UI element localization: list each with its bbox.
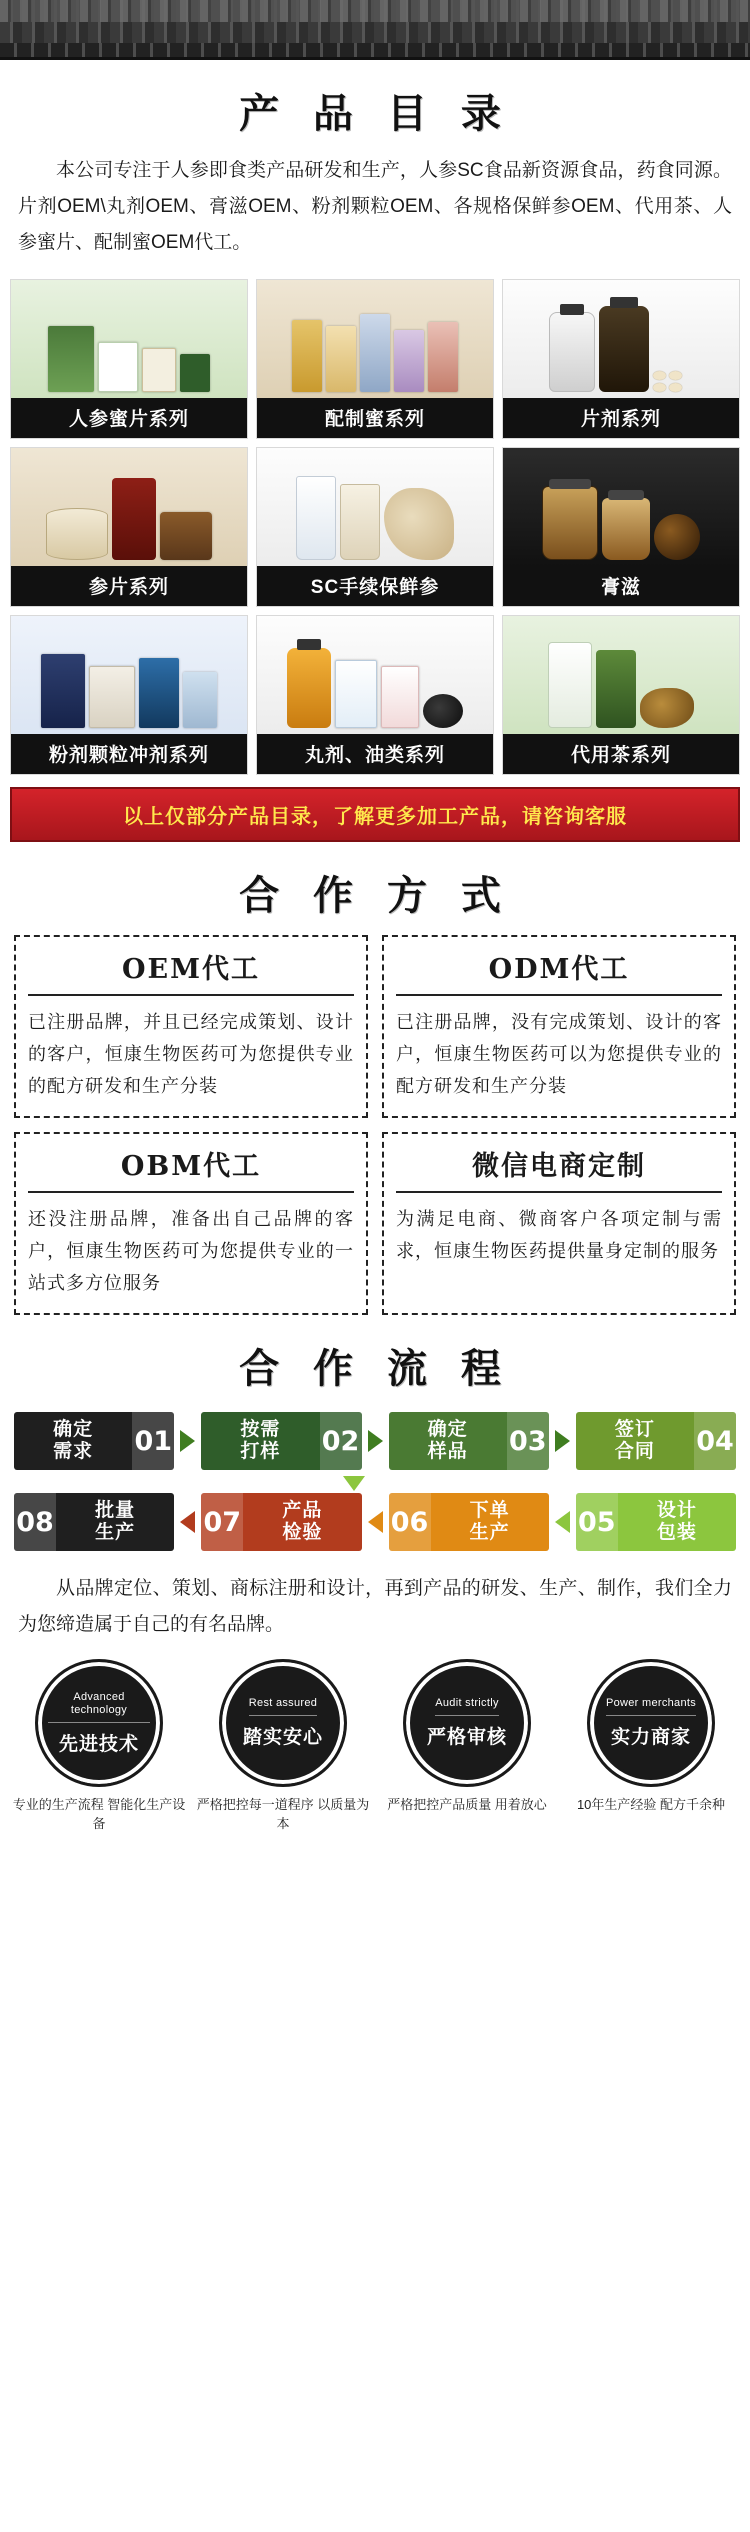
flow-step-label-line1: 产品: [282, 1500, 323, 1521]
flow-step-number: 03: [507, 1412, 549, 1470]
badge-power-merchants: [562, 1659, 740, 1833]
product-caption: 配制蜜系列: [257, 398, 493, 438]
badge-description: 严格把控产品质量 用着放心: [387, 1797, 547, 1812]
product-card[interactable]: [10, 447, 248, 607]
flow-step-label-line2: 需求: [53, 1441, 94, 1462]
flow-step-label-line2: 打样: [240, 1441, 281, 1462]
product-caption: 片剂系列: [503, 398, 739, 438]
flow-outro-text: 从品牌定位、策划、商标注册和设计，再到产品的研发、生产、制作，我们全力为您缔造属于自己的有名品牌。: [18, 1578, 732, 1635]
badge-english-label: Advanced technology: [48, 1691, 150, 1723]
flow-step-label-line1: 确定: [53, 1419, 94, 1440]
flow-step-02[interactable]: [201, 1412, 361, 1470]
product-caption: 人参蜜片系列: [11, 398, 247, 438]
flow-diagram: [0, 1408, 750, 1551]
flow-step-number: 01: [132, 1412, 174, 1470]
flow-row-top: [14, 1412, 736, 1470]
cooperation-card-oem[interactable]: [14, 935, 368, 1118]
flow-step-label: [576, 1412, 694, 1470]
card-body: 为满足电商、微商客户各项定制与需求，恒康生物医药提供量身定制的服务: [396, 1209, 722, 1261]
card-heading: 微信电商定制: [396, 1144, 722, 1193]
product-grid: [0, 279, 750, 775]
arrow-left-icon: [180, 1511, 195, 1533]
card-body: 已注册品牌，没有完成策划、设计的客户，恒康生物医药可以为您提供专业的配方研发和生产分装: [396, 1012, 722, 1096]
product-card[interactable]: [10, 615, 248, 775]
badge-audit-strictly: [378, 1659, 556, 1833]
flow-step-label-line2: 合同: [614, 1441, 655, 1462]
product-card[interactable]: [502, 615, 740, 775]
flow-step-06[interactable]: [389, 1493, 549, 1551]
arrow-right-icon: [180, 1430, 195, 1452]
card-heading: OEM代工: [28, 947, 354, 996]
badge-advanced-technology: [10, 1659, 188, 1833]
seal-icon: [587, 1659, 715, 1787]
flow-step-label: [618, 1493, 736, 1551]
flow-connector: [14, 1476, 736, 1491]
flow-step-number: 04: [694, 1412, 736, 1470]
badge-chinese-label: 踏实安心: [242, 1727, 323, 1748]
product-photo-ginseng-slices: [11, 448, 247, 566]
cooperation-card-wechat-ecommerce[interactable]: [382, 1132, 736, 1315]
flow-step-label: [389, 1412, 507, 1470]
flow-step-label: [56, 1493, 174, 1551]
product-card[interactable]: [10, 279, 248, 439]
product-photo-honey-slices: [11, 280, 247, 398]
flow-step-label-line1: 设计: [656, 1500, 697, 1521]
arrow-left-icon: [555, 1511, 570, 1533]
catalog-title: 产 品 目 录: [239, 90, 511, 137]
cooperation-title: 合 作 方 式: [239, 872, 511, 919]
cooperation-cards: [0, 935, 750, 1315]
product-caption: 粉剂颗粒冲剂系列: [11, 734, 247, 774]
arrow-left-icon: [368, 1511, 383, 1533]
flow-step-number: 06: [389, 1493, 431, 1551]
badge-english-label: Rest assured: [249, 1697, 317, 1716]
product-card[interactable]: [256, 279, 494, 439]
flow-step-03[interactable]: [389, 1412, 549, 1470]
product-photo-powder-granules: [11, 616, 247, 734]
seal-icon: [219, 1659, 347, 1787]
cooperation-card-obm[interactable]: [14, 1132, 368, 1315]
flow-step-label-line1: 下单: [469, 1500, 510, 1521]
flow-step-07[interactable]: [201, 1493, 361, 1551]
flow-title: 合 作 流 程: [239, 1345, 511, 1392]
card-heading: OBM代工: [28, 1144, 354, 1193]
seal-icon: [403, 1659, 531, 1787]
catalog-intro-text: 本公司专注于人参即食类产品研发和生产，人参SC食品新资源食品，药食同源。片剂OEM\丸剂OEM、膏滋OEM、粉剂颗粒OEM、各规格保鲜参OEM、代用茶、人参蜜片、配制蜜OEM代工。: [18, 160, 732, 253]
roof-decoration-banner: [0, 0, 750, 60]
product-caption: 丸剂、油类系列: [257, 734, 493, 774]
badge-description: 10年生产经验 配方千余种: [576, 1797, 726, 1812]
product-caption: 膏滋: [503, 566, 739, 606]
cooperation-card-odm[interactable]: [382, 935, 736, 1118]
flow-step-label-line1: 按需: [240, 1419, 281, 1440]
badge-description: 专业的生产流程 智能化生产设备: [12, 1797, 186, 1831]
product-card[interactable]: [256, 615, 494, 775]
card-heading: ODM代工: [396, 947, 722, 996]
flow-step-01[interactable]: [14, 1412, 174, 1470]
seal-icon: [35, 1659, 163, 1787]
badge-chinese-label: 严格审核: [426, 1727, 507, 1748]
flow-step-number: 08: [14, 1493, 56, 1551]
flow-step-04[interactable]: [576, 1412, 736, 1470]
flow-step-08[interactable]: [14, 1493, 174, 1551]
product-caption: 代用茶系列: [503, 734, 739, 774]
product-photo-fresh-ginseng: [257, 448, 493, 566]
product-caption: SC手续保鲜参: [257, 566, 493, 606]
card-body: 已注册品牌，并且已经完成策划、设计的客户，恒康生物医药可为您提供专业的配方研发和生产分装: [28, 1012, 354, 1096]
product-caption: 参片系列: [11, 566, 247, 606]
card-body: 还没注册品牌，准备出自己品牌的客户，恒康生物医药可为您提供专业的一站式多方位服务: [28, 1209, 354, 1293]
badge-english-label: Audit strictly: [435, 1697, 499, 1716]
badge-description: 严格把控每一道程序 以质量为本: [196, 1797, 370, 1831]
flow-step-label-line2: 检验: [282, 1522, 323, 1543]
flow-step-label: [243, 1493, 361, 1551]
flow-step-label: [431, 1493, 549, 1551]
flow-step-label-line2: 样品: [427, 1441, 468, 1462]
arrow-right-icon: [368, 1430, 383, 1452]
product-photo-substitute-tea: [503, 616, 739, 734]
trust-badges: [0, 1659, 750, 1849]
product-card[interactable]: [502, 447, 740, 607]
product-card[interactable]: [502, 279, 740, 439]
flow-row-bottom: [14, 1493, 736, 1551]
product-card[interactable]: [256, 447, 494, 607]
badge-chinese-label: 实力商家: [610, 1727, 691, 1748]
flow-step-label-line1: 批量: [95, 1500, 136, 1521]
flow-step-label-line2: 包装: [656, 1522, 697, 1543]
badge-chinese-label: 先进技术: [58, 1733, 139, 1755]
product-photo-tablets: [503, 280, 739, 398]
flow-step-label-line1: 签订: [614, 1419, 655, 1440]
catalog-notice-bar: 以上仅部分产品目录，了解更多加工产品，请咨询客服: [10, 787, 740, 842]
flow-step-number: 07: [201, 1493, 243, 1551]
product-photo-blended-honey: [257, 280, 493, 398]
flow-step-number: 02: [320, 1412, 362, 1470]
product-photo-pills-oils: [257, 616, 493, 734]
flow-step-label: [201, 1412, 319, 1470]
badge-rest-assured: [194, 1659, 372, 1833]
badge-english-label: Power merchants: [606, 1697, 696, 1716]
flow-step-label-line1: 确定: [427, 1419, 468, 1440]
arrow-down-icon: [343, 1476, 365, 1491]
product-photo-paste: [503, 448, 739, 566]
arrow-right-icon: [555, 1430, 570, 1452]
flow-step-05[interactable]: [576, 1493, 736, 1551]
flow-step-number: 05: [576, 1493, 618, 1551]
flow-step-label: [14, 1412, 132, 1470]
flow-step-label-line2: 生产: [95, 1522, 136, 1543]
flow-step-label-line2: 生产: [469, 1522, 510, 1543]
